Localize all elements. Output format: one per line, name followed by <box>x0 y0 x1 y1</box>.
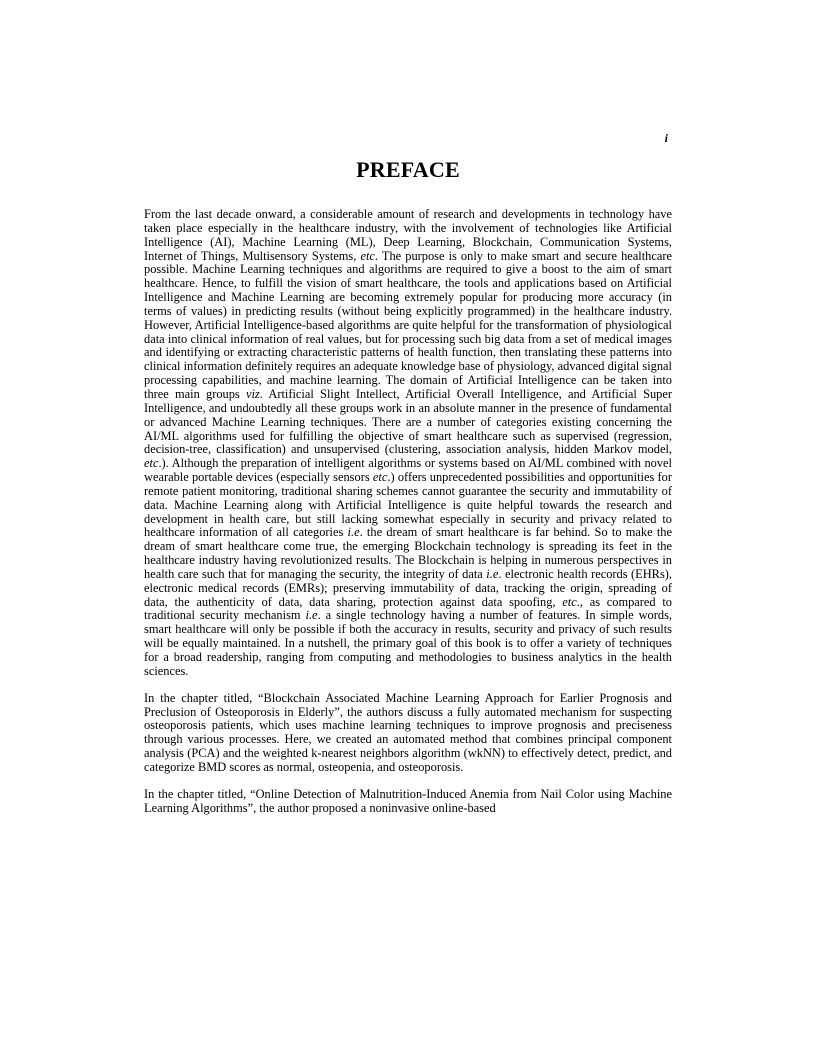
italic-text: i.e <box>305 608 318 623</box>
italic-text: etc <box>372 470 388 485</box>
italic-text: etc <box>144 456 159 471</box>
page-title: PREFACE <box>356 157 460 182</box>
italic-text: etc <box>360 248 375 263</box>
italic-text: viz <box>245 386 260 401</box>
italic-text: etc <box>562 594 577 609</box>
text-segment: . a single technology having a number of features. In simple words, smart healthcare will only be possible if both the accuracy in results, security and privacy of such results will be equally maintained. In a nutshell, the primary goal of this book is to offer a variety of techniques for a broad readership, ranging from computing and methodologies to business analytics in the health sciences. <box>144 608 672 678</box>
paragraph <box>144 788 672 816</box>
text-segment: . Artificial Slight Intellect, Artificial Overall Intelligence, and Artificial Super Intelligence, and undoubtedly all these groups work in an absolute manner in the presence of fundamental or advanced Machine Learning techniques. There are a number of categories existing concerning the AI/ML algorithms used for fulfilling the objective of smart healthcare such as supervised (regression, decision-tree, classification) and unsupervised (clustering, association analysis, hidden Markov model, <box>144 386 672 457</box>
text-segment: .). Although the preparation of intelligent algorithms or systems based on AI/ML combined with novel wearable portable devices (especially sensors <box>144 456 672 485</box>
text-segment: From the last decade onward, a considerable amount of research and developments in technology have taken place especially in the healthcare industry, with the involvement of technologies like Artificial Intelligence (AI), Machine Learning (ML), Deep Learning, Blockchain, Communication Systems, Internet of Things, Multisensory Systems, <box>144 207 672 263</box>
text-segment: ., as compared to traditional security mechanism <box>144 594 672 623</box>
paragraph <box>144 692 672 775</box>
text-segment: . The purpose is only to make smart and secure healthcare possible. Machine Learning techniques and algorithms are required to give a boost to the aim of smart healthcare. Hence, to fulfill the vision of smart healthcare, the tools and applications based on Artificial Intelligence and Machine Learning are becoming extremely popular for producing more accuracy (in terms of values) in predicting results (without being explicitly programmed) in the healthcare industry. However, Artificial Intelligence-based algorithms are quite helpful for the transformation of physiological data into clinical information of real values, but for processing such big data from a set of medical images and identifying or extracting characteristic patterns of health function, then translating these patterns into clinical information definitely requires an adequate knowledge base of physiology, advanced digital signal processing capabilities, and machine learning. The domain of Artificial Intelligence can be taken into three main groups <box>144 248 672 401</box>
italic-text: i.e <box>347 525 360 540</box>
text-segment: . electronic health records (EHRs), electronic medical records (EMRs); preserving immutability of data, tracking the origin, spreading of data, the authenticity of data, data sharing, protection against data spoofing, <box>144 566 672 609</box>
paragraph <box>144 208 672 679</box>
body-text <box>144 208 672 828</box>
page-number: i <box>664 131 668 145</box>
text-segment: . the dream of smart healthcare is far behind. So to make the dream of smart healthcare come true, the emerging Blockchain technology is spreading its feet in the healthcare industry having revolutionized results. The Blockchain is helping in numerous perspectives in health care such that for managing the security, the integrity of data <box>144 525 672 581</box>
text-segment: .) offers unprecedented possibilities and opportunities for remote patient monitoring, traditional sharing schemes cannot guarantee the security and immutability of data. Machine Learning along with Artificial Intelligence is quite helpful towards the research and development in health care, but still lacking somewhat especially in security and privacy related to healthcare information of all categories <box>144 470 672 540</box>
text-segment: In the chapter titled, “Online Detection of Malnutrition-Induced Anemia from Nail Color using Machine Learning Algorithms”, the author proposed a noninvasive online-based <box>144 786 672 815</box>
text-segment: In the chapter titled, “Blockchain Associated Machine Learning Approach for Earlier Prognosis and Preclusion of Osteoporosis in Elderly”, the authors discuss a fully automated mechanism for suspecting osteoporosis patients, which uses machine learning techniques to improve prognosis and preciseness through various processes. Here, we created an automated method that combines principal component analysis (PCA) and the weighted k-nearest neighbors algorithm (wkNN) to effectively detect, predict, and categorize BMD scores as normal, osteopenia, and osteoporosis. <box>144 690 672 774</box>
italic-text: i.e <box>486 566 499 581</box>
